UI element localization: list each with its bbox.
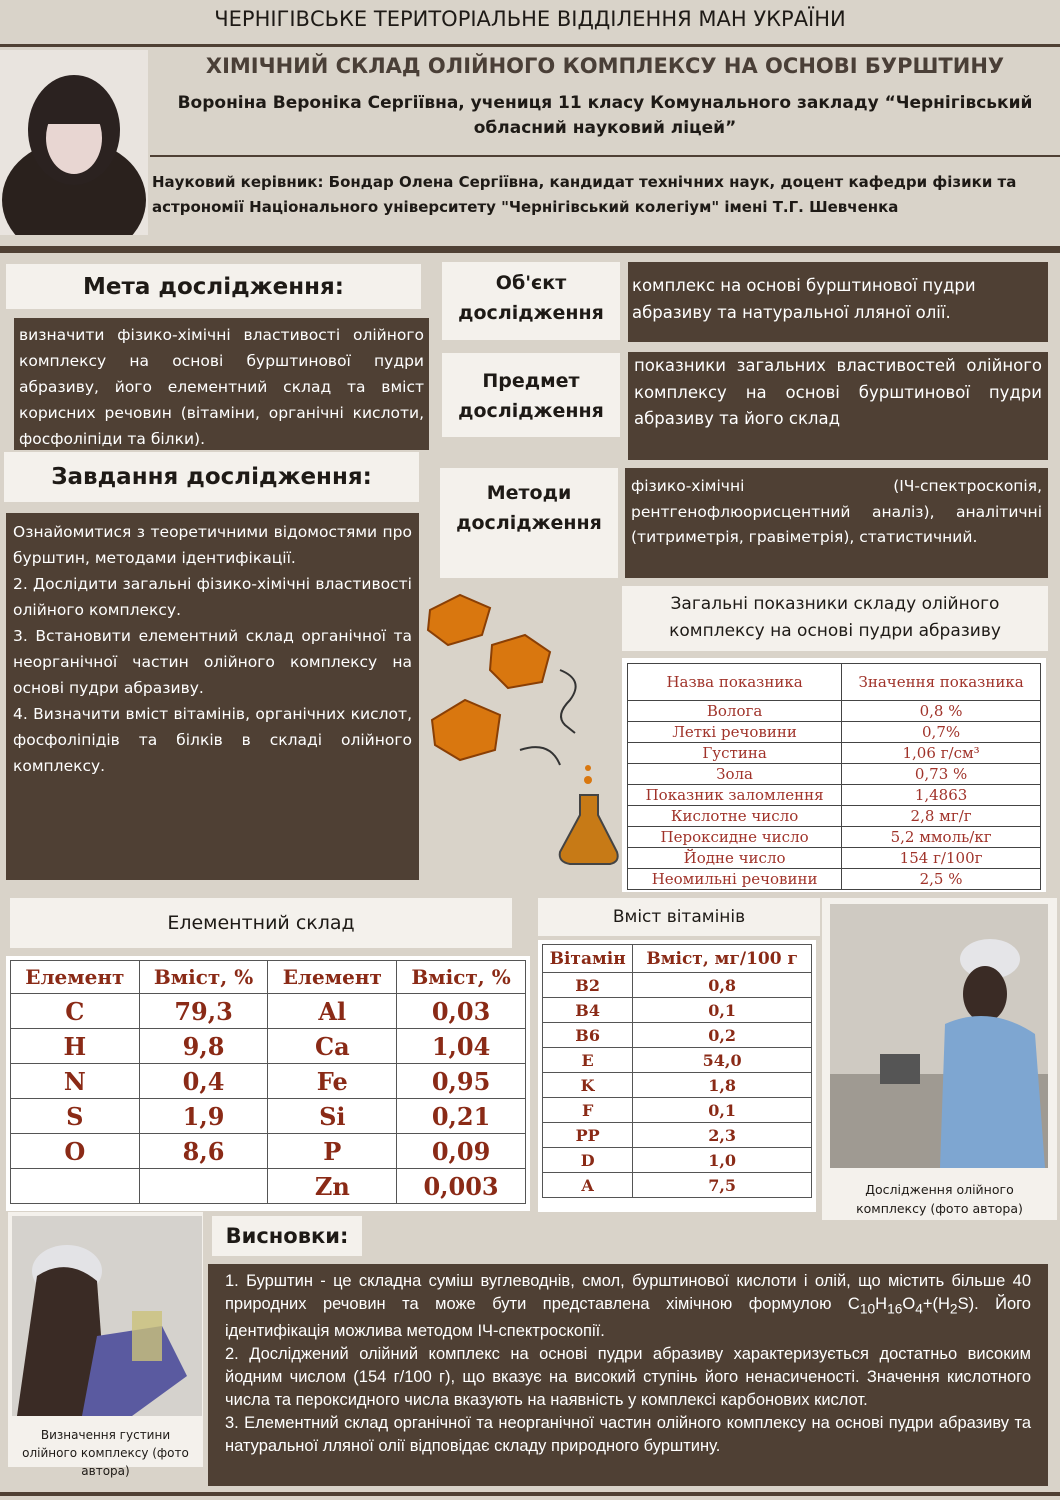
general-table-row: [628, 848, 1041, 869]
lab-photo-right-card: [822, 898, 1057, 1220]
vitamin-table-row: [543, 1073, 812, 1098]
goal-heading: [6, 264, 421, 309]
general-table-row-cell: Кислотне число: [628, 806, 842, 827]
subject-label: Предмет дослідження: [442, 353, 620, 437]
element-table-row-cell: [139, 1169, 268, 1204]
element-table-row-cell: [11, 1169, 140, 1204]
general-table-row-cell: Густина: [628, 743, 842, 764]
general-table-wrap: [622, 658, 1046, 892]
vitamin-table-row-cell: PP: [543, 1123, 633, 1148]
vitamin-table-row-cell: A: [543, 1173, 633, 1198]
lab-photo-right: [830, 904, 1048, 1168]
element-table-row-cell: 0,003: [397, 1169, 526, 1204]
element-header-2: Вміст, %: [139, 961, 268, 994]
element-table-row: [11, 1099, 526, 1134]
element-table-row-cell: P: [268, 1134, 397, 1169]
tasks-heading-text: Завдання дослідження:: [51, 464, 372, 490]
element-table-row-cell: H: [11, 1029, 140, 1064]
vitamin-table-row-cell: D: [543, 1148, 633, 1173]
object-label: Об'єкт дослідження: [442, 262, 620, 340]
element-table-row-cell: Si: [268, 1099, 397, 1134]
general-table-row-cell: 1,4863: [842, 785, 1041, 806]
element-table-row-cell: 8,6: [139, 1134, 268, 1169]
general-table-row: [628, 701, 1041, 722]
arrow-swirl-icon: [560, 670, 576, 733]
vitamin-table-row-cell: 0,1: [633, 1098, 812, 1123]
vitamin-table-row: [543, 1023, 812, 1048]
element-table-row-cell: 9,8: [139, 1029, 268, 1064]
goal-text: визначити фізико-хімічні властивості олійного комплексу на основі бурштинової пудри абразиву, його елементний склад та вміст корисних речовин (вітаміни, органічні кислоти, фосфоліпіди та білки).: [14, 318, 429, 450]
vitamin-table-row-cell: B4: [543, 998, 633, 1023]
task-item-1: Ознайомитися з теоретичними відомостями про бурштин, методами ідентифікації.: [13, 523, 412, 567]
general-table-row-cell: 5,2 ммоль/кг: [842, 827, 1041, 848]
element-table-row: [11, 1169, 526, 1204]
element-table-row: [11, 1134, 526, 1169]
vitamin-table-row: [543, 1123, 812, 1148]
element-table-row-cell: 0,4: [139, 1064, 268, 1099]
lab-photo-left-card: [8, 1212, 203, 1478]
element-table-row-cell: N: [11, 1064, 140, 1099]
vitamin-table-row: [543, 1173, 812, 1198]
general-table-row-cell: Неомильні речовини: [628, 869, 842, 890]
general-table-row-cell: Зола: [628, 764, 842, 785]
element-table-row-cell: 1,04: [397, 1029, 526, 1064]
vitamin-table-row: [543, 1148, 812, 1173]
task-item-4: 4. Визначити вміст вітамінів, органічних кислот, фосфоліпідів та білків в складі олійного комплексу.: [13, 705, 412, 775]
general-table-row-cell: 0,8 %: [842, 701, 1041, 722]
vitamin-header-2: Вміст, мг/100 г: [633, 945, 812, 973]
vitamin-table-row-cell: 7,5: [633, 1173, 812, 1198]
methods-text: фізико-хімічні (ІЧ-спектроскопія, рентгенофлюорисцентний аналіз), аналітичні (титриметрія, гравіметрія), статистичний.: [625, 468, 1048, 578]
vitamin-table-caption-text: Вміст вітамінів: [612, 907, 746, 927]
element-table-row-cell: C: [11, 994, 140, 1029]
subject-text: показники загальних властивостей олійного комплексу на основі бурштинової пудри абразиву та його склад: [628, 352, 1048, 460]
poster-title: ХІМІЧНИЙ СКЛАД ОЛІЙНОГО КОМПЛЕКСУ НА ОСНОВІ БУРШТИНУ: [205, 54, 1005, 78]
vitamin-table-row-cell: K: [543, 1073, 633, 1098]
general-header-name: Назва показника: [628, 664, 842, 701]
general-table-row: [628, 869, 1041, 890]
general-table: [627, 663, 1041, 890]
footer-divider: [0, 1492, 1060, 1496]
element-table-row-cell: O: [11, 1134, 140, 1169]
element-table-row: [11, 1064, 526, 1099]
vitamin-table-row-cell: B6: [543, 1023, 633, 1048]
vitamin-table-row-cell: 0,1: [633, 998, 812, 1023]
conclusion-2: 2. Досліджений олійний комплекс на основі пудри абразиву характеризується достатньо високим йодним числом (154 г/100 г), що вказує на високий ступінь його ненасиченості. Значення кислотного числа та пероксидного числа вказують на наявність у комплексі карбонових кислот.: [225, 1345, 1031, 1410]
conclusions-text: [208, 1264, 1048, 1486]
methods-label: Методи дослідження: [440, 468, 618, 578]
element-header-4: Вміст, %: [397, 961, 526, 994]
element-table-row-cell: Fe: [268, 1064, 397, 1099]
element-table-caption: [10, 898, 512, 948]
element-header-3: Елемент: [268, 961, 397, 994]
flask-icon: [560, 765, 618, 864]
general-table-row: [628, 806, 1041, 827]
element-table-row: [11, 1029, 526, 1064]
vitamin-table: [542, 944, 812, 1198]
header-divider-bottom: [0, 246, 1060, 253]
element-table-row-cell: 0,95: [397, 1064, 526, 1099]
element-table-row: [11, 994, 526, 1029]
element-table-row-cell: Al: [268, 994, 397, 1029]
general-table-row: [628, 785, 1041, 806]
vitamin-table-row: [543, 973, 812, 998]
general-table-row: [628, 743, 1041, 764]
vitamin-table-row-cell: 54,0: [633, 1048, 812, 1073]
element-table-row-cell: 0,09: [397, 1134, 526, 1169]
general-table-row-cell: 154 г/100г: [842, 848, 1041, 869]
vitamin-table-row-cell: 1,0: [633, 1148, 812, 1173]
lab-photo-right-caption: Дослідження олійного комплексу (фото автора): [856, 1182, 1023, 1216]
general-table-row: [628, 827, 1041, 848]
tasks-heading: [4, 452, 419, 502]
element-table-row-cell: 79,3: [139, 994, 268, 1029]
author-portrait: [0, 50, 148, 235]
element-table-row-cell: Ca: [268, 1029, 397, 1064]
general-table-row-cell: Волога: [628, 701, 842, 722]
vitamin-table-row-cell: F: [543, 1098, 633, 1123]
element-table-caption-text: Елементний склад: [167, 912, 355, 934]
amber-stone-icon: [428, 595, 550, 760]
element-table-row-cell: 1,9: [139, 1099, 268, 1134]
general-table-row-cell: Йодне число: [628, 848, 842, 869]
author-divider: [150, 155, 1060, 157]
element-header-1: Елемент: [11, 961, 140, 994]
element-table-row-cell: S: [11, 1099, 140, 1134]
vitamin-table-row: [543, 1048, 812, 1073]
element-table-row-cell: 0,21: [397, 1099, 526, 1134]
general-table-row-cell: Леткі речовини: [628, 722, 842, 743]
vitamin-table-wrap: [538, 940, 816, 1212]
general-table-row-cell: 1,06 г/см³: [842, 743, 1041, 764]
vitamin-table-caption: [538, 898, 820, 936]
supervisor-line: Науковий керівник: Бондар Олена Сергіївна, кандидат технічних наук, доцент кафедри фізики та астрономії Національного університету "Чернігівський колегіум" імені Т.Г. Шевченка: [152, 173, 1017, 216]
general-table-row: [628, 722, 1041, 743]
author-line: Вороніна Вероніка Сергіївна, учениця 11 класу Комунального закладу “Чернігівський обласний науковий ліцей”: [177, 93, 1033, 138]
lab-photo-left: [12, 1216, 202, 1416]
general-table-row-cell: 0,7%: [842, 722, 1041, 743]
vitamin-table-row-cell: 0,2: [633, 1023, 812, 1048]
general-table-row-cell: Показник заломлення: [628, 785, 842, 806]
tasks-list: [6, 513, 419, 880]
element-table-row-cell: 0,03: [397, 994, 526, 1029]
general-table-row-cell: 2,8 мг/г: [842, 806, 1041, 827]
general-table-row-cell: Пероксидне число: [628, 827, 842, 848]
header-divider-top: [0, 44, 1060, 47]
lab-photo-left-caption: Визначення густини олійного комплексу (фото автора): [22, 1428, 189, 1478]
general-header-value: Значення показника: [842, 664, 1041, 701]
general-table-row: [628, 764, 1041, 785]
general-table-caption: Загальні показники складу олійного комплексу на основі пудри абразиву: [622, 586, 1048, 651]
element-table-wrap: [6, 956, 530, 1211]
conclusions-heading: [212, 1216, 362, 1256]
amber-illustration: [420, 590, 620, 880]
conclusion-1: 1. Бурштин - це складна суміш вуглеводнів, смол, бурштинової кислоти і олій, що містить більше 40 природних речовин та може бути представлена хімічною формулою $C_{10}H_{16}O_4+(H_2S)$. Його ідентифікація можлива методом ІЧ-спектроскопії.: [225, 1272, 1031, 1341]
element-table-row-cell: Zn: [268, 1169, 397, 1204]
object-text: комплекс на основі бурштинової пудри абразиву та натуральної лляної олії.: [628, 262, 1048, 342]
task-item-2: 2. Дослідити загальні фізико-хімічні властивості олійного комплексу.: [13, 575, 412, 619]
general-table-row-cell: 2,5 %: [842, 869, 1041, 890]
conclusion-3: 3. Елементний склад органічної та неорганічної частин олійного комплексу на основі пудри абразиву та натуральної лляної олії відповідає складу природного бурштину.: [225, 1414, 1031, 1456]
vitamin-table-row-cell: 2,3: [633, 1123, 812, 1148]
goal-heading-text: Мета дослідження:: [83, 273, 344, 300]
task-item-3: 3. Встановити елементний склад органічної та неорганічної частин олійного комплексу на основі пудри абразиву.: [13, 627, 412, 697]
vitamin-table-row: [543, 1098, 812, 1123]
org-title: ЧЕРНІГІВСЬКЕ ТЕРИТОРІАЛЬНЕ ВІДДІЛЕННЯ МАН УКРАЇНИ: [214, 7, 846, 31]
general-table-row-cell: 0,73 %: [842, 764, 1041, 785]
vitamin-header-1: Вітамін: [543, 945, 633, 973]
conclusions-heading-text: Висновки:: [225, 1224, 349, 1248]
vitamin-table-row-cell: B2: [543, 973, 633, 998]
vitamin-table-row-cell: 1,8: [633, 1073, 812, 1098]
vitamin-table-row-cell: E: [543, 1048, 633, 1073]
vitamin-table-row-cell: 0,8: [633, 973, 812, 998]
element-table: [10, 960, 526, 1204]
vitamin-table-row: [543, 998, 812, 1023]
